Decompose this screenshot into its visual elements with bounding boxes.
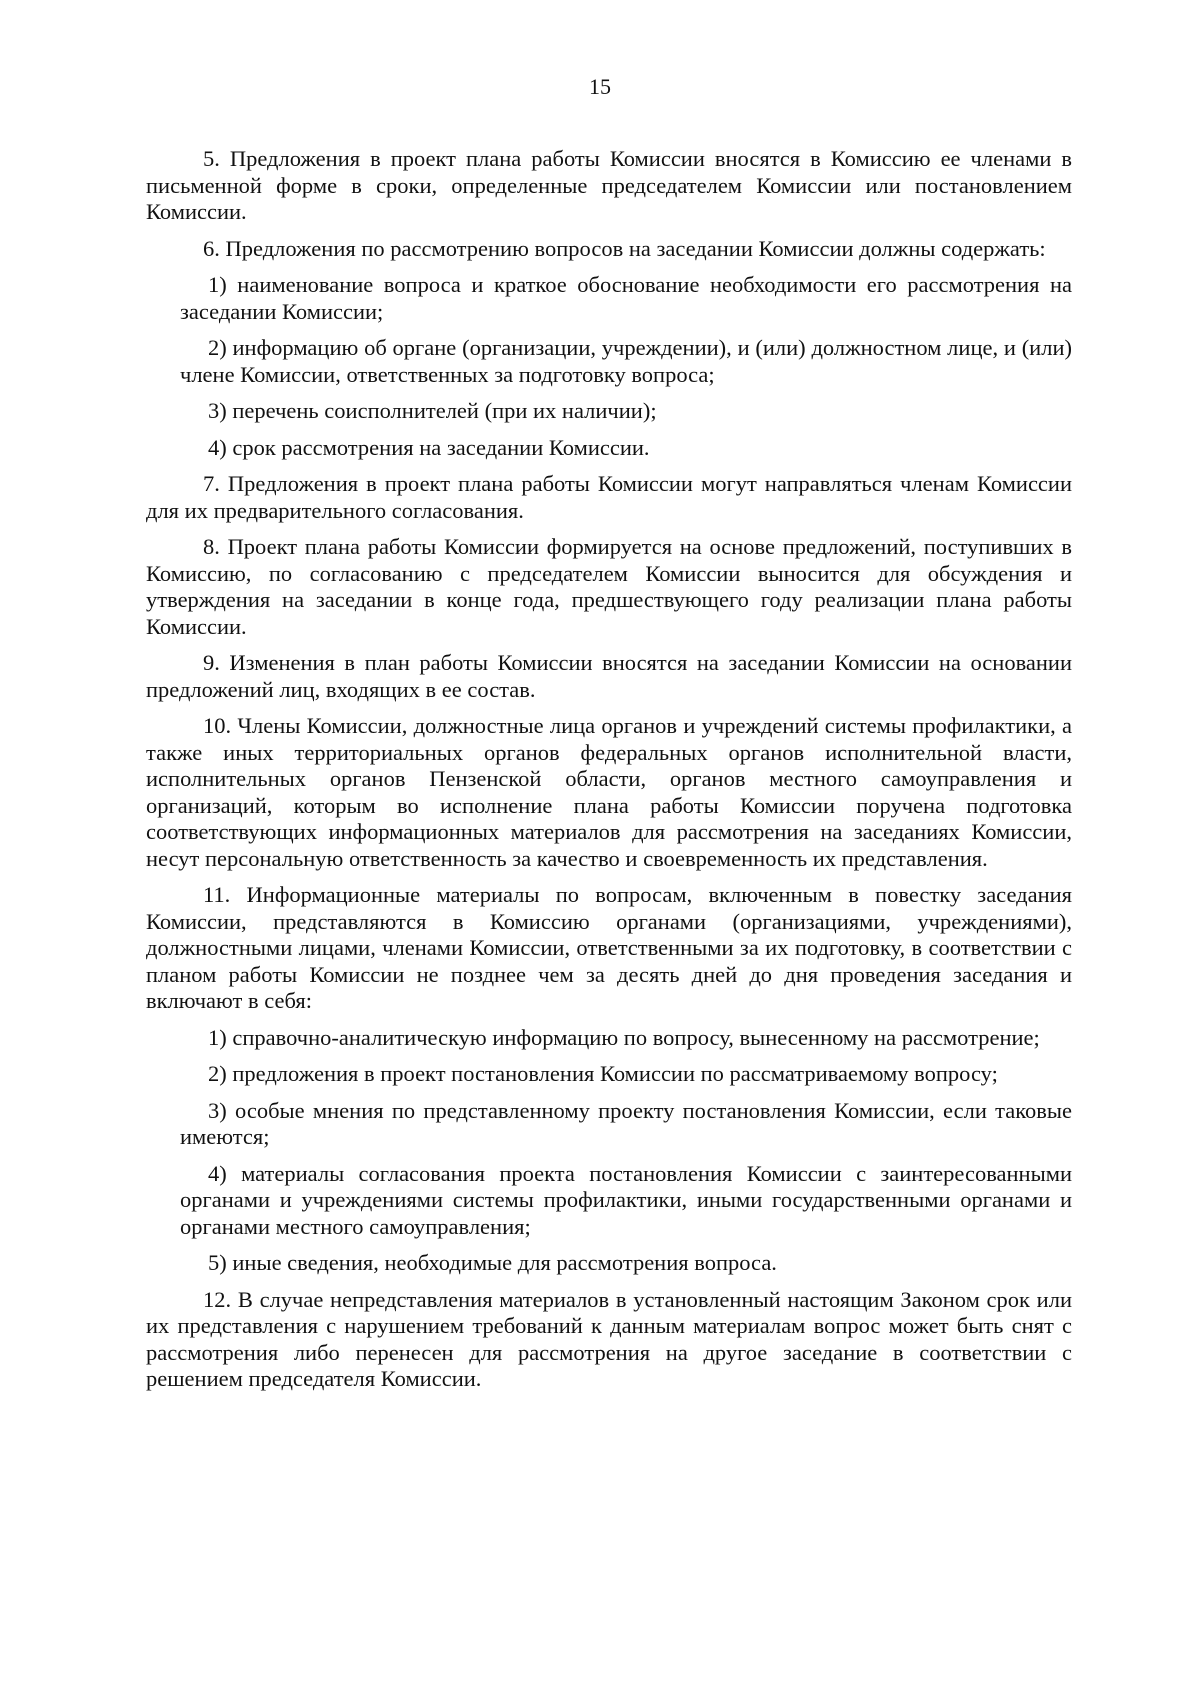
page-number: 15 bbox=[589, 74, 611, 99]
document-body bbox=[146, 146, 1072, 1403]
paragraph-6: 6. Предложения по рассмотрению вопросов на заседании Комиссии должны содержать: bbox=[203, 235, 1046, 261]
paragraph-5: 5. Предложения в проект плана работы Комиссии вносятся в Комиссию ее членами в письменной форме в сроки, определенные председателем Комиссии или постановлением Комиссии. bbox=[146, 146, 1072, 224]
list-item: 5) иные сведения, необходимые для рассмотрения вопроса. bbox=[208, 1250, 777, 1275]
list-item: 3) перечень соисполнителей (при их наличии); bbox=[208, 398, 657, 423]
paragraph-10: 10. Члены Комиссии, должностные лица органов и учреждений системы профилактики, а также иных территориальных органов федеральных органов исполнительной власти, исполнительных органов Пензенской области, органов местного самоуправления и организаций, которым во исполнение плана работы Комиссии поручена подготовка соответствующих информационных материалов для рассмотрения на заседаниях Комиссии, несут персональную ответственность за качество и своевременность их представления. bbox=[146, 713, 1072, 871]
paragraph-9: 9. Изменения в план работы Комиссии вносятся на заседании Комиссии на основании предложений лиц, входящих в ее состав. bbox=[146, 650, 1072, 702]
paragraph-8: 8. Проект плана работы Комиссии формируется на основе предложений, поступивших в Комиссию, по согласованию с председателем Комиссии выносится для обсуждения и утверждения на заседании в конце года, предшествующего году реализации плана работы Комиссии. bbox=[146, 534, 1072, 639]
list-item: 2) предложения в проект постановления Комиссии по рассматриваемому вопросу; bbox=[208, 1061, 998, 1086]
list-item: 1) наименование вопроса и краткое обоснование необходимости его рассмотрения на заседании Комиссии; bbox=[180, 272, 1072, 324]
list-item: 1) справочно-аналитическую информацию по вопросу, вынесенному на рассмотрение; bbox=[208, 1024, 1040, 1050]
list-item: 3) особые мнения по представленному проекту постановления Комиссии, если таковые имеются; bbox=[180, 1097, 1072, 1149]
paragraph-11: 11. Информационные материалы по вопросам, включенным в повестку заседания Комиссии, представляются в Комиссию органами (организациями, учреждениями), должностными лицами, членами Комиссии, ответственными за их подготовку, в соответствии с планом работы Комиссии не позднее чем за десять дней до дня проведения заседания и включают в себя: bbox=[146, 882, 1072, 1013]
paragraph-12: 12. В случае непредставления материалов в установленный настоящим Законом срок или их представления с нарушением требований к данным материалам вопрос может быть снят с рассмотрения либо перенесен для рассмотрения на другое заседание в соответствии с решением председателя Комиссии. bbox=[146, 1286, 1072, 1391]
list-item: 4) материалы согласования проекта постановления Комиссии с заинтересованными органами и учреждениями системы профилактики, иными государственными органами и органами местного самоуправления; bbox=[180, 1160, 1072, 1239]
list-item: 2) информацию об органе (организации, учреждении), и (или) должностном лице, и (или) члене Комиссии, ответственных за подготовку вопроса; bbox=[180, 335, 1072, 387]
paragraph-7: 7. Предложения в проект плана работы Комиссии могут направляться членам Комиссии для их предварительного согласования. bbox=[146, 471, 1072, 523]
list-item: 4) срок рассмотрения на заседании Комиссии. bbox=[208, 434, 650, 460]
